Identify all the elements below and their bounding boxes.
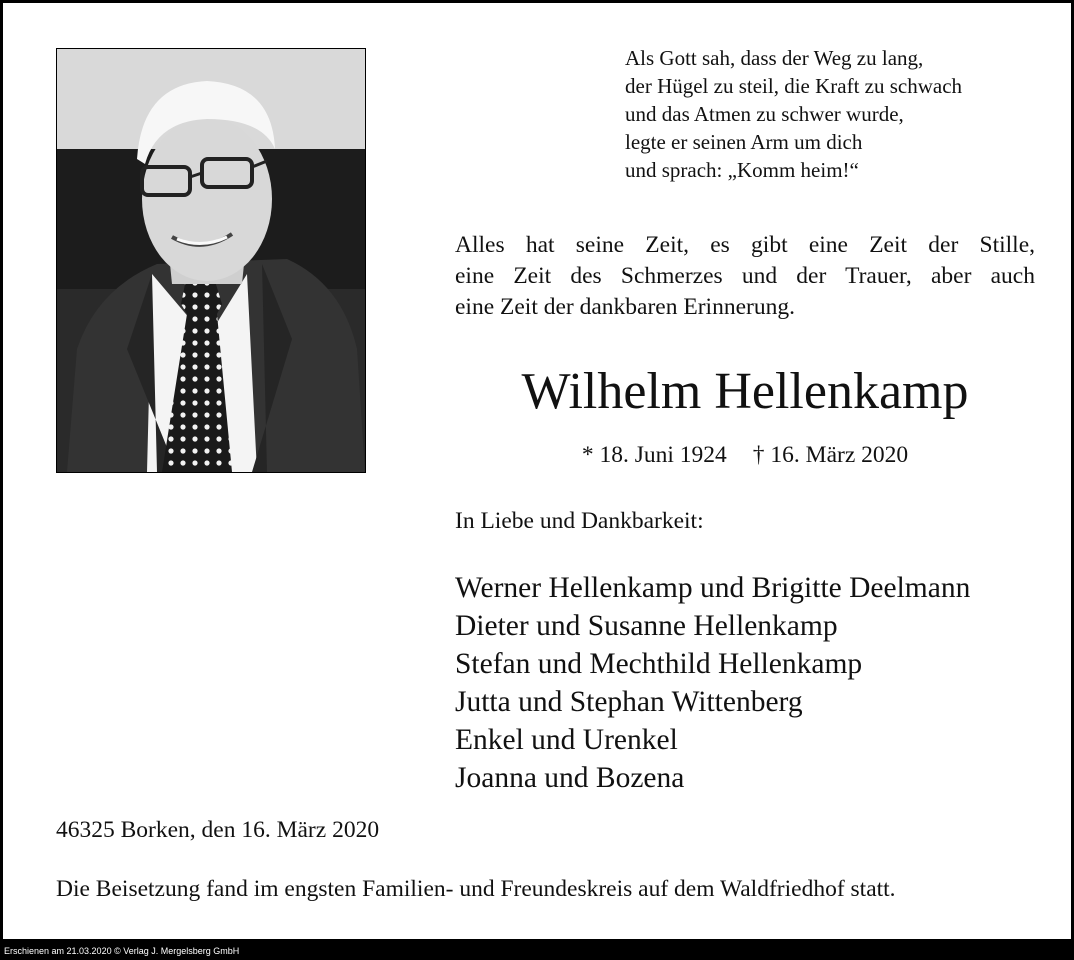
poem-line: und das Atmen zu schwer wurde, — [625, 102, 904, 126]
verse — [455, 230, 1035, 323]
poem-line: der Hügel zu steil, die Kraft zu schwach — [625, 74, 963, 98]
poem — [625, 44, 962, 184]
life-dates — [455, 440, 1035, 470]
verse-line: eine Zeit der dankbaren Erinnerung. — [455, 294, 795, 320]
deceased-name: Wilhelm Hellenkamp — [521, 363, 969, 420]
poem-line: legte er seinen Arm um dich — [625, 130, 863, 154]
mourner: Jutta und Stephan Wittenberg — [455, 686, 803, 718]
poem-line: Als Gott sah, dass der Weg zu lang, — [625, 46, 924, 70]
birth-date: * 18. Juni 1924 — [581, 442, 727, 468]
footer-text: Erschienen am 21.03.2020 © Verlag J. Mergelsberg GmbH — [4, 946, 240, 956]
mourners-list — [455, 569, 970, 797]
mourner: Stefan und Mechthild Hellenkamp — [455, 648, 863, 680]
publication-footer — [0, 942, 1074, 960]
place-date: 46325 Borken, den 16. März 2020 — [56, 817, 380, 843]
greeting: In Liebe und Dankbarkeit: — [455, 508, 704, 534]
mourner: Enkel und Urenkel — [455, 724, 678, 756]
mourner: Dieter und Susanne Hellenkamp — [455, 610, 838, 642]
verse-line: Alles hat seine Zeit, es gibt eine Zeit der Stille, — [455, 232, 1035, 258]
portrait-photo — [56, 48, 366, 473]
poem-line: und sprach: „Komm heim!“ — [625, 158, 859, 182]
verse-line: eine Zeit des Schmerzes und der Trauer, aber auch — [455, 263, 1035, 289]
mourner: Joanna und Bozena — [455, 762, 685, 794]
mourner: Werner Hellenkamp und Brigitte Deelmann — [455, 572, 971, 604]
death-date: † 16. März 2020 — [752, 442, 909, 468]
burial-note: Die Beisetzung fand im engsten Familien- und Freundeskreis auf dem Waldfriedhof statt. — [56, 876, 896, 902]
